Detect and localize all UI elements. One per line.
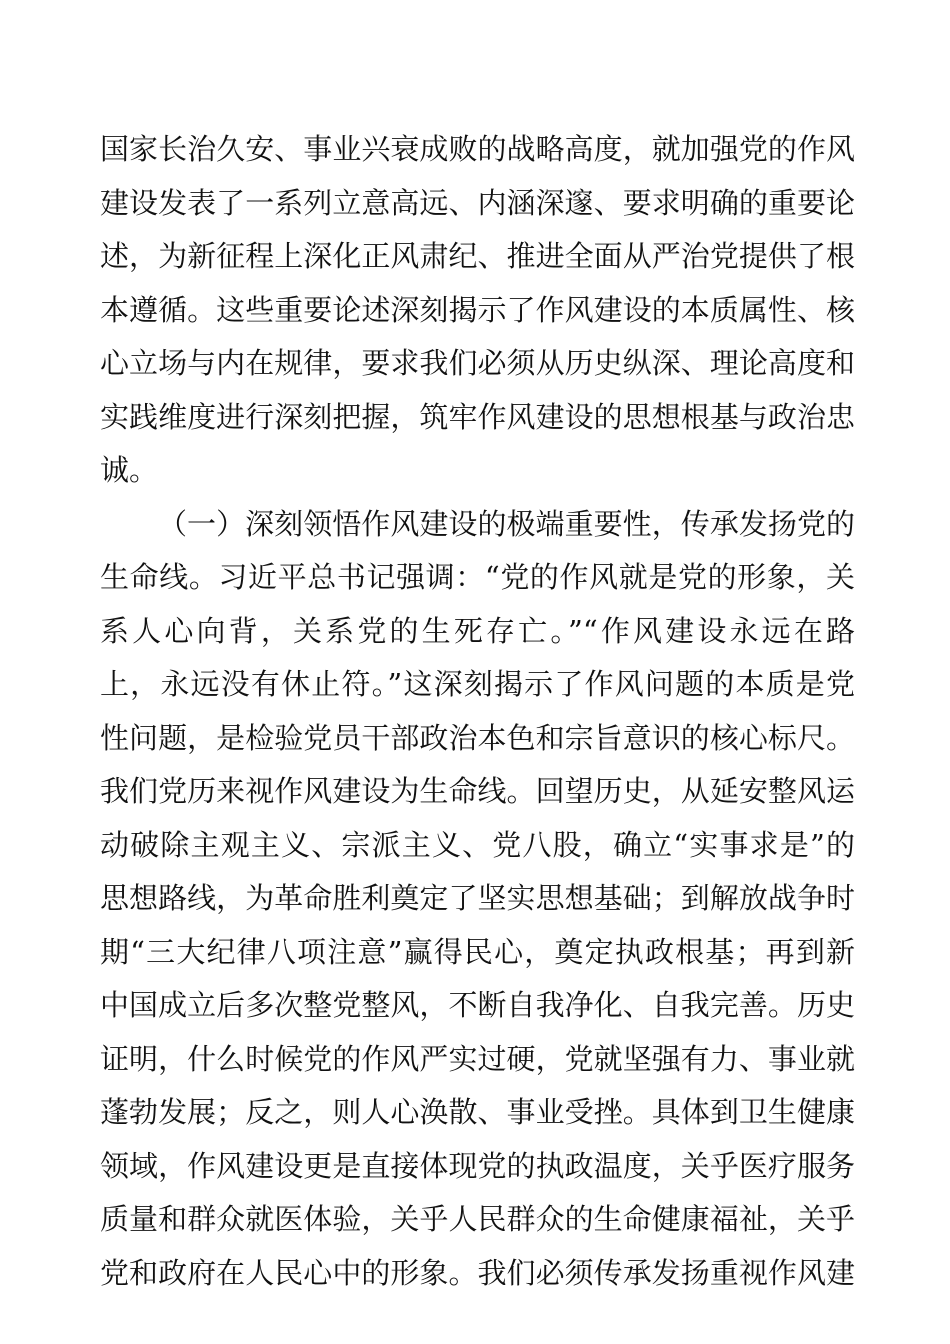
body-text [100, 123, 855, 1300]
text-line: 期“三大纪律八项注意”赢得民心，奠定执政根基；再到新 [100, 934, 855, 969]
text-line: 党和政府在人民心中的形象。我们必须传承发扬重视作风建 [100, 1255, 855, 1290]
text-line: 质量和群众就医体验，关乎人民群众的生命健康福祉，关乎 [100, 1202, 855, 1236]
text-line: 心立场与内在规律，要求我们必须从历史纵深、理论高度和 [100, 346, 855, 380]
text-line: 述，为新征程上深化正风肃纪、推进全面从严治党提供了根 [100, 239, 855, 273]
section-heading-line: （一）深刻领悟作风建设的极端重要性，传承发扬党的 [158, 506, 855, 541]
text-line: 生命线。习近平总书记强调：“党的作风就是党的形象，关 [100, 560, 855, 594]
text-line: 建设发表了一系列立意高远、内涵深邃、要求明确的重要论 [100, 185, 855, 220]
text-line: 上，永远没有休止符。”这深刻揭示了作风问题的本质是党 [100, 667, 855, 701]
text-line: 国家长治久安、事业兴衰成败的战略高度，就加强党的作风 [100, 132, 855, 166]
text-line: 蓬勃发展；反之，则人心涣散、事业受挫。具体到卫生健康 [100, 1095, 855, 1129]
text-line: 思想路线，为革命胜利奠定了坚实思想基础；到解放战争时 [100, 881, 855, 915]
text-line: 中国成立后多次整党整风，不断自我净化、自我完善。历史 [100, 988, 855, 1022]
paragraph-end-line: 诚。 [100, 453, 159, 487]
text-line: 性问题，是检验党员干部政治本色和宗旨意识的核心标尺。 [100, 720, 855, 755]
text-line: 动破除主观主义、宗派主义、党八股，确立“实事求是”的 [100, 827, 855, 862]
text-line: 领域，作风建设更是直接体现党的执政温度，关乎医疗服务 [100, 1148, 855, 1183]
text-line: 实践维度进行深刻把握，筑牢作风建设的思想根基与政治忠 [100, 399, 855, 434]
text-line: 本遵循。这些重要论述深刻揭示了作风建设的本质属性、核 [100, 292, 855, 327]
text-line: 我们党历来视作风建设为生命线。回望历史，从延安整风运 [100, 774, 855, 808]
text-line: 证明，什么时候党的作风严实过硬，党就坚强有力、事业就 [100, 1041, 855, 1076]
text-line: 系人心向背，关系党的生死存亡。”“作风建设永远在路 [100, 613, 855, 648]
